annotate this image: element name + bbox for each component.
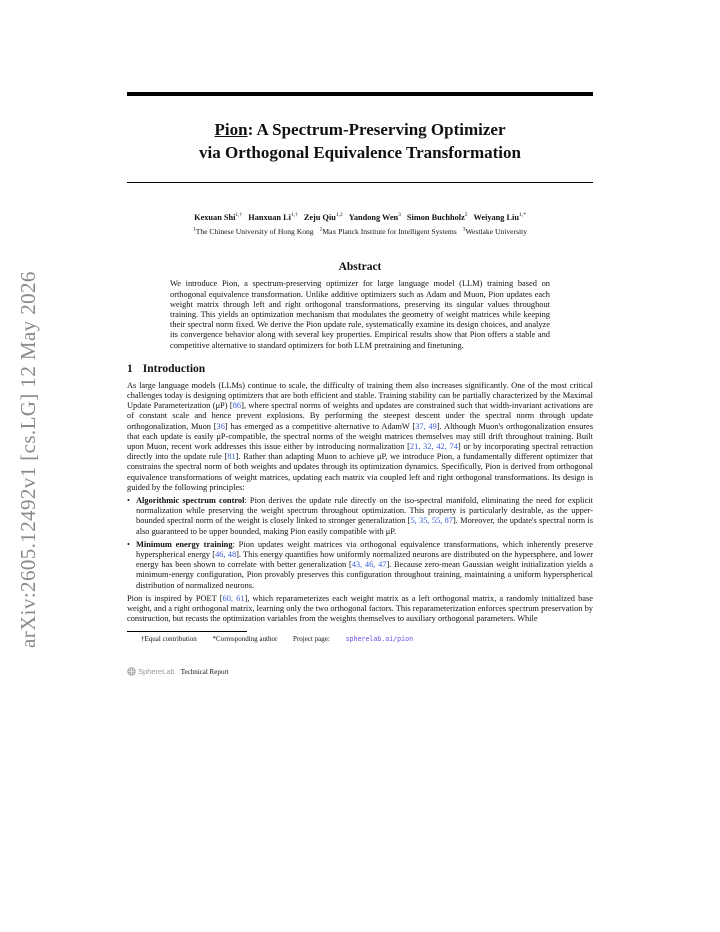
citation-link[interactable]: 46, 48 <box>215 549 237 559</box>
title-rule-top <box>127 92 593 96</box>
affiliation-name: Westlake University <box>465 227 528 237</box>
corresponding-author-note: *Corresponding author <box>212 635 278 644</box>
author <box>407 213 468 222</box>
author <box>194 213 242 222</box>
author <box>349 213 401 222</box>
equal-contribution-note: †Equal contribution <box>141 635 197 644</box>
author-affil-mark: 2 <box>464 212 468 218</box>
paper-title <box>127 118 593 164</box>
sphere-icon <box>127 667 136 676</box>
affiliation <box>463 227 527 236</box>
spherelab-logo <box>127 667 175 676</box>
title-pion: Pion <box>214 120 248 139</box>
author-affil-mark: 1,† <box>290 212 298 218</box>
author-name: Weiyang Liu <box>473 212 519 222</box>
principle-item: • Minimum energy training: Pion updates weight matrices via orthogonal equivalence transformations, which inherently preserve hyperspherical energy [46, 48]. This energy quantifies how uniformly normalized neurons are distributed on the hypersphere, and lower energy has been shown to correlate with better generalization [43, 46, 47]. Because zero-mean Gaussian weight initialization yields a minimum-energy configuration, Pion provably preserves this configuration throughout training, maintaining a uniform hyperspherical distribution of normalized neurons. <box>127 540 593 591</box>
citation-link[interactable]: 37, 49 <box>415 421 437 431</box>
affiliation-mark: 2 <box>319 226 323 233</box>
principle-title: Minimum energy training <box>136 539 233 549</box>
report-label: Technical Report <box>180 667 229 676</box>
citation-link[interactable]: 36 <box>216 421 225 431</box>
project-page-link[interactable]: spherelab.ai/pion <box>345 635 414 644</box>
author-name: Simon Buchholz <box>406 212 465 222</box>
project-page-label: Project page: <box>293 635 332 644</box>
closing-paragraph: Pion is inspired by POET [60, 61], which reparameterizes each weight matrix as a left orthogonal matrix, a randomly initialized base weight, and a right orthogonal matrix, learning only the two orthogonal factors. This reparameterization enforces spectrum preservation by construction, but recasts the optimization variables from the weights themselves to auxiliary orthogonal parameters. While <box>127 593 594 624</box>
citation-link[interactable]: 5, 35, 55, 87 <box>410 516 453 526</box>
title-line2: via Orthogonal Equivalence Transformation <box>199 143 521 162</box>
author-name: Kexuan Shi <box>194 212 236 222</box>
title-rest: : A Spectrum-Preserving Optimizer <box>247 120 506 139</box>
author-affil-mark: 3 <box>398 212 401 218</box>
author <box>304 213 343 222</box>
affiliation-list <box>127 225 593 238</box>
author-name: Hanxuan Li <box>248 212 291 222</box>
affiliation <box>320 227 457 236</box>
author <box>474 213 526 222</box>
citation-link[interactable]: 60, 61 <box>222 593 245 603</box>
author-name: Zeju Qiu <box>303 212 336 222</box>
paper-page <box>127 92 593 676</box>
affiliation-name: The Chinese University of Hong Kong <box>195 227 314 237</box>
intro-paragraph: As large language models (LLMs) continue to scale, the difficulty of training them also increases significantly. One of the most critical challenges today is designing optimizers that are both efficient and stable. Training stability can be partially characterized by the Maximal Update Parameterization (μP) [86], where spectral norms of weights and updates are constrained such that width-invariant activations are of constant scale and hence prevent explosions. By performing the steepest descent under the spectral norm through update orthogonalization, Muon [36] has emerged as a competitive alternative to AdamW [37, 49]. Although Muon's orthogonalization ensures that each update is easily μP-compatible, the spectral norms of the weight matrices themselves may still drift throughout training. Built upon Muon, recent work addresses this issue either by introducing normalization [21, 32, 42, 74] or by incorporating spectral retraction directly into the update rule [81]. Rather than adapting Muon to achieve μP, we introduce Pion, a fundamentally different optimizer that constrains the spectral norm of both weights and updates through its optimization dynamics. Specifically, Pion is derived from orthogonal equivalence transformations of weight matrices, updating each matrix via coupled left and right orthogonal transformations. Its design is guided by the following principles: <box>127 380 594 492</box>
affiliation <box>193 227 314 236</box>
section-title: Introduction <box>142 362 206 375</box>
title-rule-bottom <box>127 182 593 183</box>
principle-title: Algorithmic spectrum control <box>136 495 245 505</box>
footnote <box>127 635 593 643</box>
abstract-text: We introduce Pion, a spectrum-preserving optimizer for large language model (LLM) training based on orthogonal equivalence transformation. Unlike additive optimizers such as Adam and Muon, Pion updates each weight matrix through left and right orthogonal transformations, preserving its singular values throughout training. This yields an optimization mechanism that modulates the geometry of weight matrices while keeping their spectral norm fixed. We derive the Pion update rule, systematically examine its design choices, and analyze its convergence behavior along with several key properties. Empirical results show that Pion offers a stable and competitive alternative to standard optimizers for both LLM pretraining and finetuning. <box>170 279 550 350</box>
footnote-rule <box>127 631 247 632</box>
affiliation-mark: 3 <box>462 226 466 233</box>
author-affil-mark: 1,† <box>235 212 243 218</box>
arxiv-identifier: arXiv:2605.12492v1 [cs.LG] 12 May 2026 <box>16 271 40 648</box>
citation-link[interactable]: 86 <box>232 401 242 411</box>
affiliation-mark: 1 <box>192 226 196 233</box>
author <box>248 213 298 222</box>
logo-text: SphereLab <box>138 667 175 677</box>
author-list <box>127 210 593 223</box>
section-number: 1 <box>127 362 133 375</box>
author-affil-mark: 1,* <box>518 212 526 218</box>
affiliation-name: Max Planck Institute for Intelligent Systems <box>322 227 457 237</box>
section-heading <box>127 363 593 375</box>
principle-item: • Algorithmic spectrum control: Pion derives the update rule directly on the iso-spectral manifold, eliminating the need for explicit normalization while preserving the weight spectrum throughout optimization. This property is particularly desirable, as the upper-bounded spectral norm of the weight is closely linked to stronger generalization [5, 35, 55, 87]. Moreover, the update's spectral norm is also guaranteed to be upper bounded, making Pion easily compatible with μP. <box>127 496 593 537</box>
citation-link[interactable]: 43, 46, 47 <box>351 560 387 570</box>
citation-link[interactable]: 21, 32, 42, 74 <box>409 441 458 451</box>
citation-link[interactable]: 81 <box>227 452 236 462</box>
author-name: Yandong Wen <box>348 212 399 222</box>
author-affil-mark: 1,2 <box>335 212 343 218</box>
page-footer <box>127 667 593 676</box>
principles-list <box>127 496 593 591</box>
abstract-heading: Abstract <box>338 261 382 274</box>
